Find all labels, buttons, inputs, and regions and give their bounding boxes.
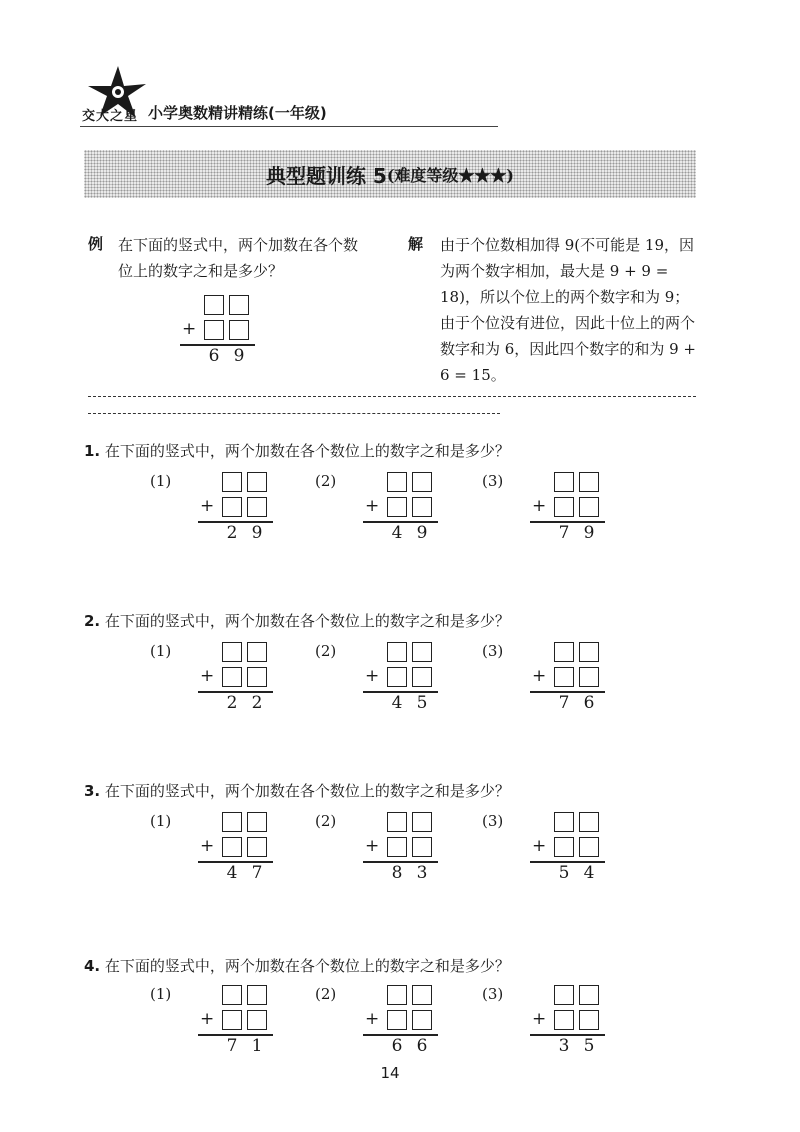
section-title: 典型题训练 5 [265,163,387,188]
result-tens: 2 [226,693,238,713]
problem-number: 4. [84,957,101,975]
plus-sign: + [532,836,547,856]
result-tens: 4 [226,863,238,883]
section-banner [84,150,696,198]
plus-sign: + [200,836,215,856]
digit-box [222,472,242,492]
digit-box [579,667,599,687]
digit-box [247,642,267,662]
example-vertical-addition [132,295,302,385]
digit-box [229,320,249,340]
digit-box [204,320,224,340]
problem-text: 在下面的竖式中，两个加数在各个数位上的数字之和是多少？ [104,612,510,630]
plus-sign: + [532,666,547,686]
result-tens: 7 [558,523,570,543]
result-ones: 5 [416,693,428,713]
part-label: (3) [482,472,504,490]
problem-number: 3. [84,782,101,800]
result-tens: 7 [558,693,570,713]
digit-box [412,1010,432,1030]
problem-1-part-1 [150,472,320,562]
problem-number: 1. [84,442,101,460]
solution-text: 由于个位数相加得 9(不可能是 19，因为两个数字相加，最大是 9 + 9 = 18)，所以个位上的两个数字和为 9；由于个位没有进位，因此十位上的两个数字和为 6，因此四个数字的和为 9 + 6 = 15。 [440,236,696,384]
result-tens: 3 [558,1036,570,1056]
part-label: (1) [150,642,172,660]
digit-box [247,472,267,492]
digit-box [247,1010,267,1030]
digit-box [222,667,242,687]
example-question: 在下面的竖式中，两个加数在各个数位上的数字之和是多少？ [118,236,359,280]
problem-4-part-2 [315,985,485,1075]
plus-sign: + [365,1009,380,1029]
problem-1-part-3 [482,472,652,562]
digit-box [222,1010,242,1030]
result-ones: 9 [233,346,245,366]
dashed-separator [88,413,500,414]
part-label: (3) [482,642,504,660]
digit-box [222,837,242,857]
result-tens: 2 [226,523,238,543]
problem-text: 在下面的竖式中，两个加数在各个数位上的数字之和是多少？ [104,782,510,800]
result-ones: 6 [416,1036,428,1056]
plus-sign: + [200,666,215,686]
digit-box [387,497,407,517]
part-label: (3) [482,812,504,830]
book-title: 小学奥数精讲精练(一年级) [148,104,327,122]
result-ones: 7 [251,863,263,883]
digit-box [247,837,267,857]
problem-1-title [84,440,510,461]
result-ones: 9 [416,523,428,543]
digit-box [579,837,599,857]
problem-2-part-2 [315,642,485,732]
brand-name: 交大之星 [82,109,139,124]
digit-box [579,1010,599,1030]
plus-sign: + [532,496,547,516]
problem-3-part-3 [482,812,652,902]
digit-box [554,837,574,857]
result-ones: 2 [251,693,263,713]
result-tens: 4 [391,523,403,543]
digit-box [222,497,242,517]
plus-sign: + [532,1009,547,1029]
header-rule [80,126,498,127]
problem-text: 在下面的竖式中，两个加数在各个数位上的数字之和是多少？ [104,957,510,975]
digit-box [412,472,432,492]
result-tens: 6 [391,1036,403,1056]
digit-box [387,472,407,492]
dashed-separator [88,396,696,397]
digit-box [387,985,407,1005]
digit-box [387,812,407,832]
problem-4-part-1 [150,985,320,1075]
plus-sign: + [200,496,215,516]
plus-sign: + [200,1009,215,1029]
digit-box [387,1010,407,1030]
digit-box [412,667,432,687]
digit-box [554,497,574,517]
result-ones: 9 [583,523,595,543]
result-tens: 6 [208,346,220,366]
digit-box [222,812,242,832]
problem-3-part-2 [315,812,485,902]
page-header [80,64,500,128]
problem-2-part-3 [482,642,652,732]
problem-3-title [84,780,510,801]
digit-box [222,642,242,662]
digit-box [412,642,432,662]
digit-box [387,837,407,857]
problem-3-part-1 [150,812,320,902]
part-label: (1) [150,472,172,490]
digit-box [579,497,599,517]
result-ones: 5 [583,1036,595,1056]
digit-box [247,985,267,1005]
part-label: (1) [150,812,172,830]
result-ones: 6 [583,693,595,713]
part-label: (2) [315,472,337,490]
difficulty-label: (难度等级★★★) [386,165,515,185]
result-ones: 4 [583,863,595,883]
problem-2-part-1 [150,642,320,732]
digit-box [554,812,574,832]
example-label: 例 [88,235,104,253]
digit-box [554,1010,574,1030]
digit-box [412,985,432,1005]
digit-box [247,667,267,687]
digit-box [554,985,574,1005]
digit-box [554,667,574,687]
problem-text: 在下面的竖式中，两个加数在各个数位上的数字之和是多少？ [104,442,510,460]
digit-box [247,497,267,517]
result-tens: 8 [391,863,403,883]
digit-box [579,812,599,832]
digit-box [579,472,599,492]
digit-box [229,295,249,315]
result-tens: 4 [391,693,403,713]
digit-box [412,837,432,857]
result-tens: 5 [558,863,570,883]
result-ones: 9 [251,523,263,543]
digit-box [554,472,574,492]
problem-4-title [84,955,510,976]
digit-box [247,812,267,832]
digit-box [412,812,432,832]
digit-box [222,985,242,1005]
plus-sign: + [365,836,380,856]
part-label: (2) [315,985,337,1003]
plus-sign: + [365,666,380,686]
plus-sign: + [182,319,197,339]
digit-box [554,642,574,662]
part-label: (3) [482,985,504,1003]
problem-number: 2. [84,612,101,630]
digit-box [579,642,599,662]
result-ones: 3 [416,863,428,883]
problem-4-part-3 [482,985,652,1075]
page-number: 14 [380,1064,400,1082]
part-label: (1) [150,985,172,1003]
part-label: (2) [315,642,337,660]
solution-label: 解 [408,235,424,253]
digit-box [579,985,599,1005]
part-label: (2) [315,812,337,830]
result-tens: 7 [226,1036,238,1056]
digit-box [204,295,224,315]
problem-2-title [84,610,510,631]
digit-box [412,497,432,517]
problem-1-part-2 [315,472,485,562]
digit-box [387,642,407,662]
digit-box [387,667,407,687]
result-ones: 1 [251,1036,263,1056]
plus-sign: + [365,496,380,516]
